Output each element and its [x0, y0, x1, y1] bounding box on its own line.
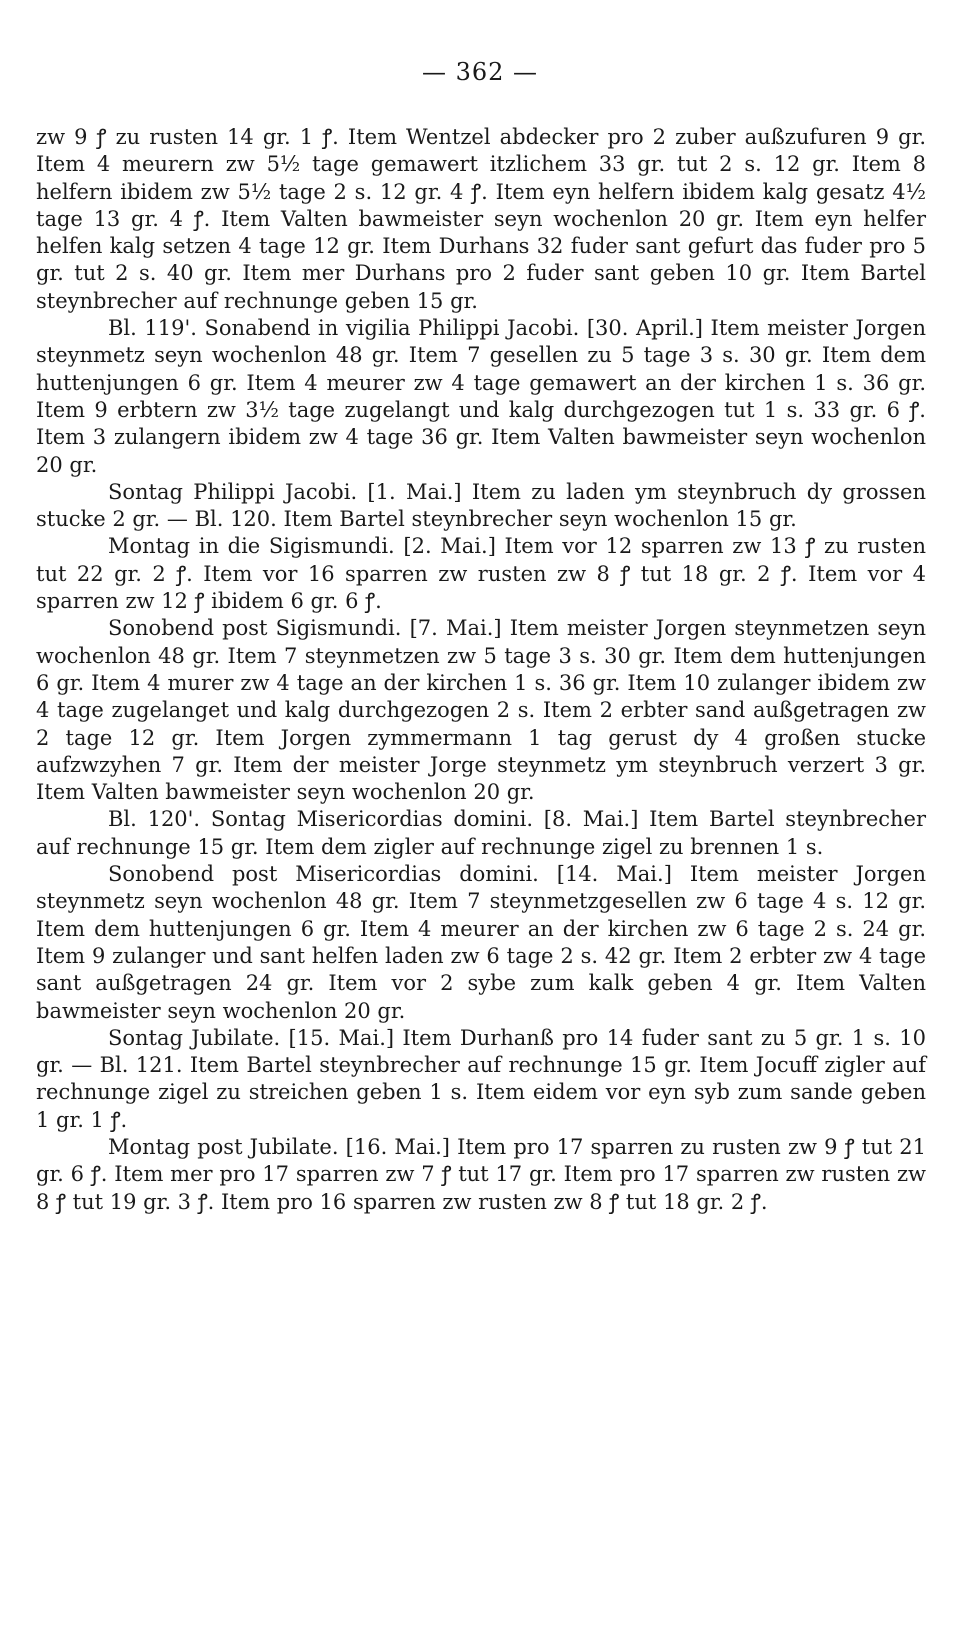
page-number: — 362 —	[421, 58, 539, 86]
paragraph: Montag post Jubilate. [16. Mai.] Item pro 17 sparren zu rusten zw 9 ꝭ tut 21 gr. 6 ꝭ. Item mer pro 17 sparren zw 7 ꝭ tut 17 gr. Item pro 17 sparren zw rusten zw 8 ꝭ tut 19 gr. 3 ꝭ. Item pro 16 sparren zw rusten zw 8 ꝭ tut 18 gr. 2 ꝭ.	[36, 1134, 926, 1214]
paragraph: Bl. 119'. Sonabend in vigilia Philippi Jacobi. [30. April.] Item meister Jorgen steynmetz seyn wochenlon 48 gr. Item 7 gesellen zu 5 tage 3 s. 30 gr. Item dem huttenjungen 6 gr. Item 4 meurer zw 4 tage gemawert an der kirchen 1 s. 36 gr. Item 9 erbtern zw 3½ tage zugelangt und kalg durchgezogen tut 1 s. 33 gr. 6 ꝭ. Item 3 zulangern ibidem zw 4 tage 36 gr. Item Valten bawmeister seyn wochenlon 20 gr.	[36, 316, 926, 477]
paragraph: Bl. 120'. Sontag Misericordias domini. [8. Mai.] Item Bartel steynbrecher auf rechnunge 15 gr. Item dem zigler auf rechnunge zigel zu brennen 1 s.	[36, 807, 926, 859]
paragraph: zw 9 ꝭ zu rusten 14 gr. 1 ꝭ. Item Wentzel abdecker pro 2 zuber außzufuren 9 gr. Item 4 meurern zw 5½ tage gemawert itzlichem 33 gr. tut 2 s. 12 gr. Item 8 helfern ibidem zw 5½ tage 2 s. 12 gr. 4 ꝭ. Item eyn helfern ibidem kalg gesatz 4½ tage 13 gr. 4 ꝭ. Item Valten bawmeister seyn wochenlon 20 gr. Item eyn helfer helfen kalg setzen 4 tage 12 gr. Item Durhans 32 fuder sant gefurt das fuder pro 5 gr. tut 2 s. 40 gr. Item mer Durhans pro 2 fuder sant geben 10 gr. Item Bartel steynbrecher auf rechnunge geben 15 gr.	[36, 125, 926, 313]
body-text	[36, 124, 926, 1216]
paragraph: Montag in die Sigismundi. [2. Mai.] Item vor 12 sparren zw 13 ꝭ zu rusten tut 22 gr. 2 ꝭ. Item vor 16 sparren zw rusten zw 8 ꝭ tut 18 gr. 2 ꝭ. Item vor 4 sparren zw 12 ꝭ ibidem 6 gr. 6 ꝭ.	[36, 534, 926, 614]
paragraph: Sontag Philippi Jacobi. [1. Mai.] Item zu laden ym steynbruch dy grossen stucke 2 gr. — Bl. 120. Item Bartel steynbrecher seyn wochenlon 15 gr.	[36, 479, 926, 532]
paragraph: Sontag Jubilate. [15. Mai.] Item Durhanß pro 14 fuder sant zu 5 gr. 1 s. 10 gr. — Bl. 121. Item Bartel steynbrecher auf rechnunge 15 gr. Item Jocuff zigler auf rechnunge zigel zu streichen geben 1 s. Item eidem vor eyn syb zum sande geben 1 gr. 1 ꝭ.	[36, 1025, 926, 1132]
paragraph: Sonobend post Sigismundi. [7. Mai.] Item meister Jorgen steynmetzen seyn wochenlon 48 gr. Item 7 steynmetzen zw 5 tage 3 s. 30 gr. Item dem huttenjungen 6 gr. Item 4 murer zw 4 tage an der kirchen 1 s. 36 gr. Item 10 zulanger ibidem zw 4 tage zugelanget und kalg durchgezogen 2 s. Item 2 erbter sand außgetragen zw 2 tage 12 gr. Item Jorgen zymmermann 1 tag gerust dy 4 großen stucke aufzwzyhen 7 gr. Item der meister Jorge steynmetz ym steynbruch verzert 3 gr. Item Valten bawmeister seyn wochenlon 20 gr.	[36, 616, 926, 805]
paragraph: Sonobend post Misericordias domini. [14. Mai.] Item meister Jorgen steynmetz seyn wochenlon 48 gr. Item 7 steynmetzgesellen zw 6 tage 4 s. 12 gr. Item dem huttenjungen 6 gr. Item 4 meurer an der kirchen zw 6 tage 2 s. 24 gr. Item 9 zulanger und sant helfen laden zw 6 tage 2 s. 42 gr. Item 2 erbter zw 4 tage sant außgetragen 24 gr. Item vor 2 sybe zum kalk geben 4 gr. Item Valten bawmeister seyn wochenlon 20 gr.	[36, 862, 926, 1023]
